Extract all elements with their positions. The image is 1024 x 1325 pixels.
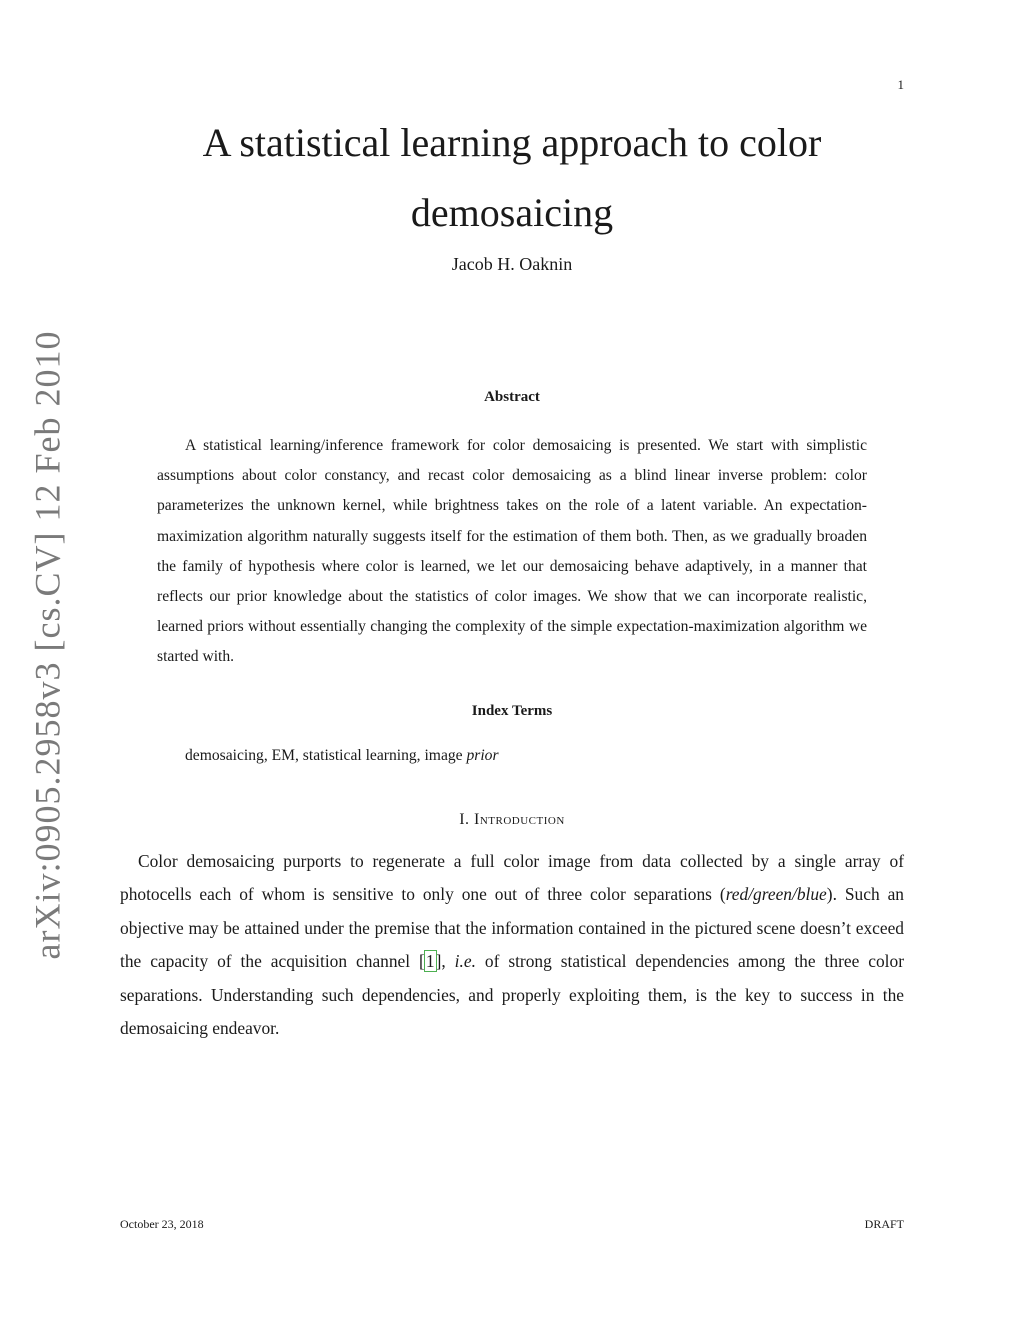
arxiv-stamp-text: arXiv:0905.2958v3 [cs.CV] 12 Feb 2010	[27, 330, 68, 960]
page-number: 1	[897, 77, 904, 92]
index-terms-italic: prior	[466, 747, 499, 764]
intro-text-2: ). Such an objective may be attained under the premise that the information contained in the pictured scene doesn’t exceed the capacity of the acquisition channel [	[120, 884, 904, 972]
intro-text-4: of strong statistical dependencies among the three color separations. Understanding such dependencies, and properly exploiting them, is the key to success in the demosaicing endeavor.	[120, 951, 904, 1039]
citation-link[interactable]: 1	[425, 951, 435, 972]
section-numeral: I.	[459, 811, 470, 828]
footer-status: DRAFT	[864, 1217, 904, 1231]
author-name: Jacob H. Oaknin	[451, 254, 573, 274]
index-terms-list	[185, 747, 499, 765]
paper-title: A statistical learning approach to color demosaicing	[202, 120, 822, 235]
intro-text-3: ],	[435, 951, 455, 972]
intro-text-1: Color demosaicing purports to regenerate a full color image from data collected by a single array of photocells each of whom is sensitive to only one out of three color separations (	[120, 851, 904, 905]
arxiv-stamp	[12, 330, 82, 960]
index-terms-heading: Index Terms	[471, 703, 553, 719]
section-heading-introduction	[120, 811, 904, 829]
footer-date: October 23, 2018	[120, 1217, 204, 1231]
abstract-heading: Abstract	[484, 389, 540, 405]
index-terms-text: demosaicing, EM, statistical learning, image	[185, 747, 467, 764]
intro-italic-colors: red/green/blue	[725, 884, 827, 905]
introduction-paragraph	[120, 845, 904, 1045]
intro-italic-ie: i.e.	[454, 951, 476, 972]
abstract-body: A statistical learning/inference framework for color demosaicing is presented. We start with simplistic assumptions about color constancy, and recast color demosaicing as a blind linear inverse problem: color parameterizes the unknown kernel, while brightness takes on the role of a latent variable. An expectation-maximization algorithm naturally suggests itself for the estimation of them both. Then, as we gradually broaden the family of hypothesis where color is learned, we let our demosaicing behave adaptively, in a manner that reflects our prior knowledge about the statistics of color images. We show that we can incorporate realistic, learned priors without essentially changing the complexity of the simple expectation-maximization algorithm we started with.	[157, 437, 867, 666]
section-title: Introduction	[474, 811, 565, 828]
